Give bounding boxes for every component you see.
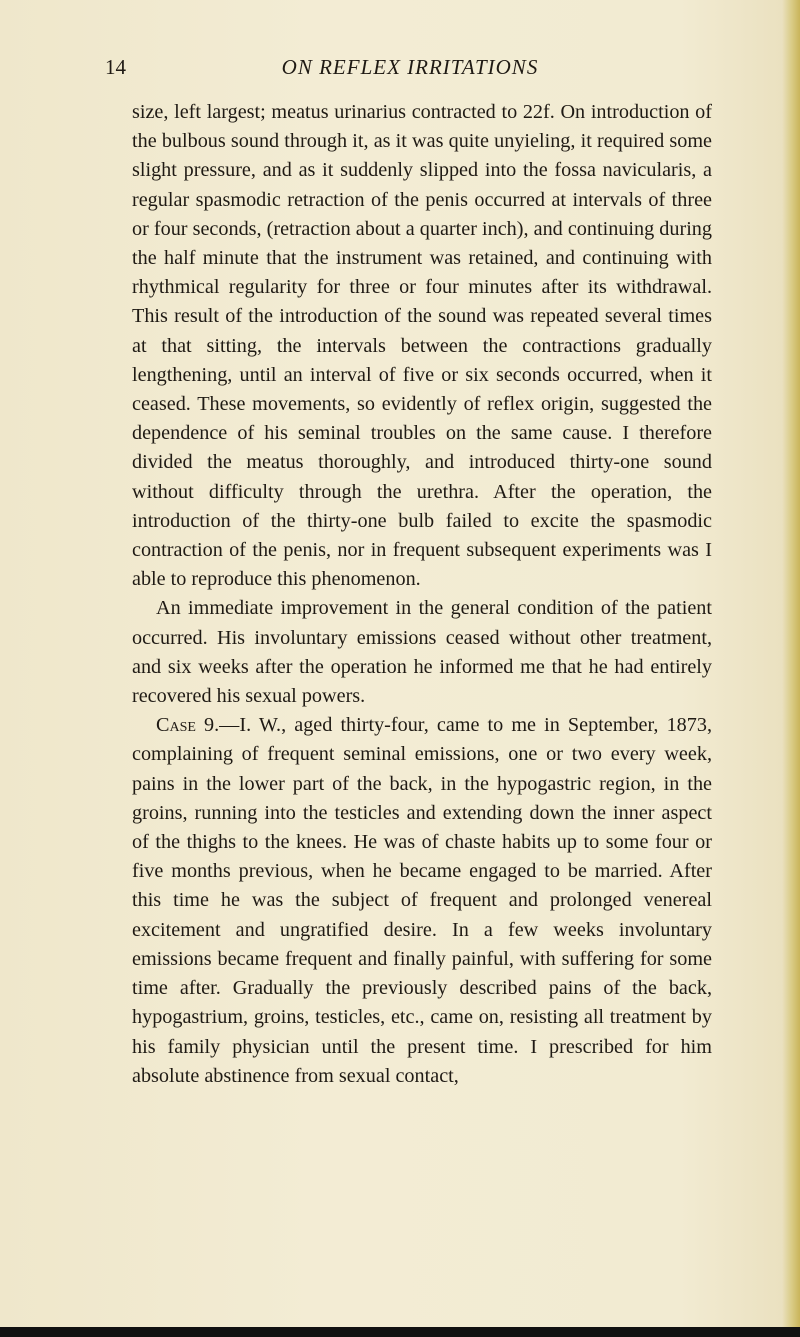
paragraph-continuation: size, left largest; meatus urinarius contracted to 22f. On introduction of the bulbous sound through it, as it was quite unyieling, it required some slight pressure, and as it suddenly slipped into the fossa navicularis, a regular spasmodic retraction of the penis occurred at intervals of three or four seconds, (retraction about a quarter inch), and continuing during the half minute that the instrument was retained, and continuing with rhythmical regularity for three or four minutes after its withdrawal. This result of the introduction of the sound was repeated several times at that sitting, the intervals between the contractions gradually lengthening, until an interval of five or six seconds occurred, when it ceased. These movements, so evidently of reflex origin, suggested the dependence of his seminal troubles on the same cause. I therefore divided the meatus thoroughly, and introduced thirty-one sound without difficulty through the urethra. After the operation, the introduction of the thirty-one bulb failed to excite the spasmodic contraction of the penis, nor in frequent subsequent experiments was I able to reproduce this phenomenon. <box>132 101 712 591</box>
paragraph-case-9 <box>132 711 712 1091</box>
running-title: ON REFLEX IRRITATIONS <box>281 55 539 79</box>
case-9-text: 9.—I. W., aged thirty-four, came to me in September, 1873, complaining of frequent seminal emissions, one or two every week, pains in the lower part of the back, in the hypogastric region, in the groins, running into the testicles and extending down the inner aspect of the thighs to the knees. He was of chaste habits up to some four or five months previous, when he became engaged to be married. After this time he was the subject of frequent and prolonged venereal excitement and ungratified desire. In a few weeks involuntary emissions became frequent and finally painful, with suffering for some time after. Gradually the previously described pains of the back, hypogastrium, groins, testicles, etc., came on, resisting all treatment by his family physician until the present time. I prescribed for him absolute abstinence from sexual contact, <box>132 714 712 1087</box>
page-number: 14 <box>105 55 126 79</box>
paragraph-improvement: An immediate improvement in the general condition of the patient occurred. His involuntary emissions ceased without other treatment, and six weeks after the operation he informed me that he had entirely recovered his sexual powers. <box>132 597 712 708</box>
bottom-border <box>0 1327 800 1337</box>
page-header <box>105 55 715 83</box>
page-edge-shadow <box>782 0 800 1337</box>
case-label: Case <box>156 714 196 737</box>
body-text <box>132 98 712 1091</box>
